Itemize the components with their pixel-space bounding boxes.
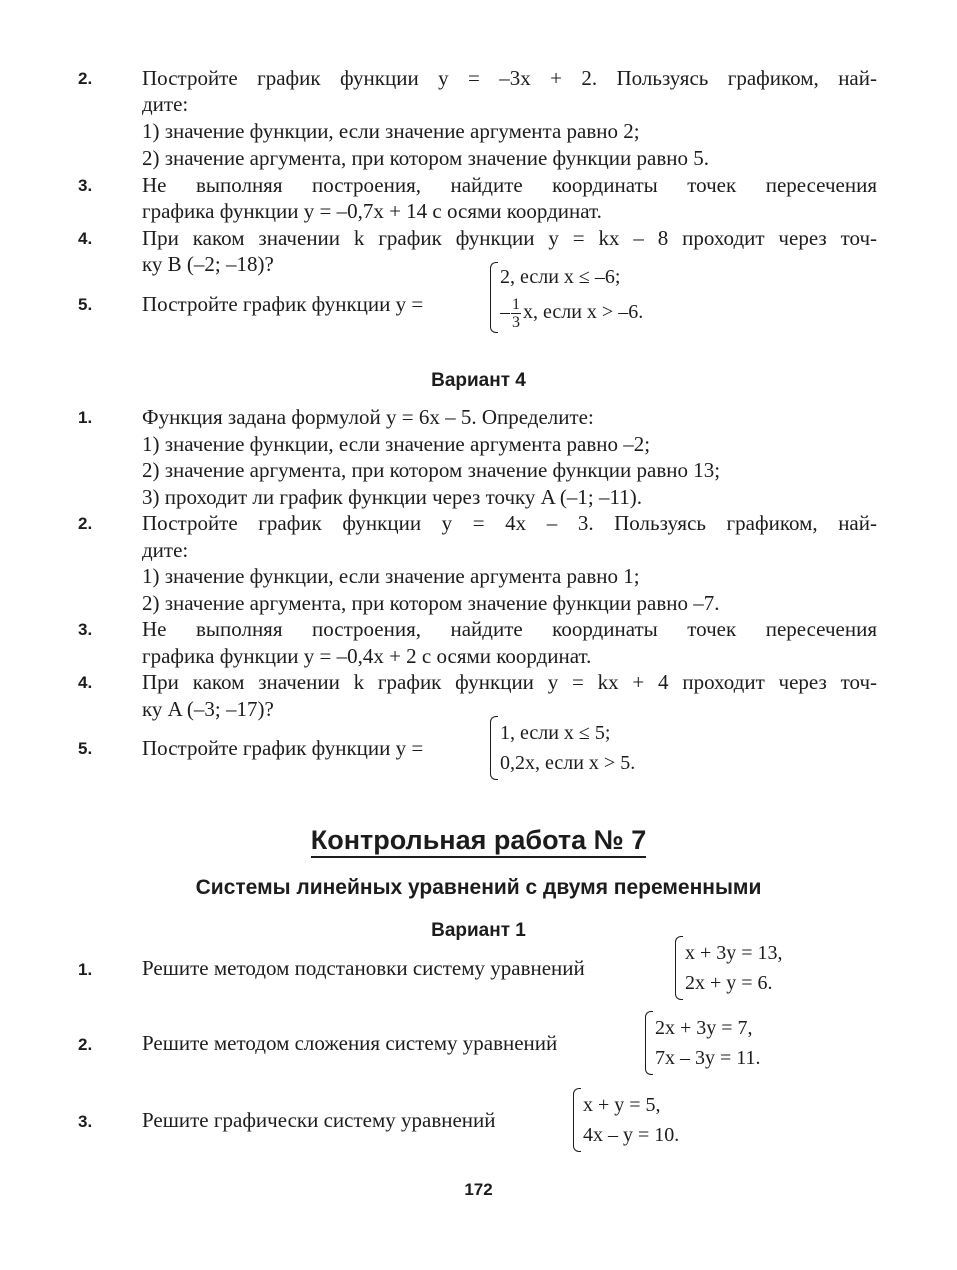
equation: x + y = 5, — [583, 1094, 661, 1116]
problem-subitem: 2) значение аргумента, при котором значение функции равно 5. — [142, 146, 709, 170]
problem-subitem: 1) значение функции, если значение аргумента равно 1; — [142, 564, 640, 588]
problem-number: 1. — [78, 408, 93, 427]
problem-subitem: 1) значение функции, если значение аргумента равно 2; — [142, 119, 640, 143]
equation-system — [675, 938, 783, 998]
problem-text: Решите методом сложения систему уравнений — [142, 1031, 558, 1055]
problem-number: 5. — [78, 739, 93, 758]
section-title-text: Контрольная работа № 7 — [311, 825, 647, 858]
problem-number: 2. — [78, 1035, 93, 1054]
problem-text: Не выполняя построения, найдите координаты точек пересечения — [142, 617, 877, 641]
section-subtitle: Системы линейных уравнений с двумя переменными — [195, 876, 762, 899]
section-title — [0, 825, 957, 856]
equation-system — [645, 1013, 761, 1073]
problem-text: графика функции y = –0,7x + 14 с осями координат. — [142, 199, 602, 223]
problem-number: 3. — [78, 1112, 93, 1131]
left-brace — [573, 1088, 581, 1152]
problem-text: ку B (–2; –18)? — [142, 252, 274, 276]
problem-text: Решите графически систему уравнений — [142, 1108, 496, 1132]
problem-number: 4. — [78, 229, 93, 248]
problem-text: дите: — [142, 92, 189, 116]
fraction-sign: – — [500, 301, 510, 324]
problem-text: При каком значении k график функции y = kx – 8 проходит через точ- — [142, 226, 877, 250]
left-brace — [675, 936, 683, 1000]
left-brace — [490, 716, 498, 780]
problem-text: Постройте график функции y = 4x – 3. Пользуясь графиком, най- — [142, 511, 877, 535]
fraction-denominator: 3 — [512, 314, 520, 331]
piecewise-case: 0,2x, если x > 5. — [500, 752, 636, 774]
piecewise-function — [490, 718, 635, 778]
problem-number: 2. — [78, 514, 93, 533]
problem-subitem: 2) значение аргумента, при котором значение функции равно –7. — [142, 591, 720, 615]
problem-text: Постройте график функции y = –3x + 2. Пользуясь графиком, най- — [142, 66, 877, 90]
problem-text: Постройте график функции y = — [142, 736, 424, 760]
piecewise-case: 2, если x ≤ –6; — [500, 266, 621, 288]
piecewise-function — [490, 264, 643, 331]
equation: 7x – 3y = 11. — [655, 1047, 761, 1069]
problem-subitem: 3) проходит ли график функции через точку A (–1; –11). — [142, 485, 642, 509]
problem-text: Функция задана формулой y = 6x – 5. Определите: — [142, 405, 594, 429]
equation: 4x – y = 10. — [583, 1124, 680, 1146]
variant-heading: Вариант 4 — [431, 370, 526, 391]
left-brace — [490, 262, 498, 333]
problem-text: При каком значении k график функции y = kx + 4 проходит через точ- — [142, 670, 877, 694]
problem-number: 3. — [78, 620, 93, 639]
problem-number: 4. — [78, 673, 93, 692]
problem-text: Решите методом подстановки систему уравнений — [142, 956, 585, 980]
problem-number: 1. — [78, 960, 93, 979]
page-number: 172 — [464, 1180, 493, 1199]
problem-text: дите: — [142, 538, 189, 562]
problem-subitem: 2) значение аргумента, при котором значение функции равно 13; — [142, 458, 721, 482]
problem-text: Постройте график функции y = — [142, 292, 424, 316]
equation: 2x + y = 6. — [685, 972, 773, 994]
problem-number: 2. — [78, 69, 93, 88]
piecewise-case-text: x, если x > –6. — [523, 301, 644, 324]
variant-heading: Вариант 1 — [431, 920, 526, 941]
problem-text: графика функции y = –0,4x + 2 с осями координат. — [142, 644, 592, 668]
problem-number: 3. — [78, 176, 93, 195]
fraction-numerator: 1 — [512, 296, 520, 313]
problem-subitem: 1) значение функции, если значение аргумента равно –2; — [142, 432, 651, 456]
equation: 2x + 3y = 7, — [655, 1017, 753, 1039]
fraction — [511, 296, 521, 331]
problem-text: Не выполняя построения, найдите координаты точек пересечения — [142, 173, 877, 197]
equation: x + 3y = 13, — [685, 942, 783, 964]
equation-system — [573, 1090, 679, 1150]
piecewise-case — [500, 296, 643, 331]
problem-number: 5. — [78, 295, 93, 314]
left-brace — [645, 1011, 653, 1075]
problem-text: ку A (–3; –17)? — [142, 697, 274, 721]
piecewise-case: 1, если x ≤ 5; — [500, 722, 611, 744]
